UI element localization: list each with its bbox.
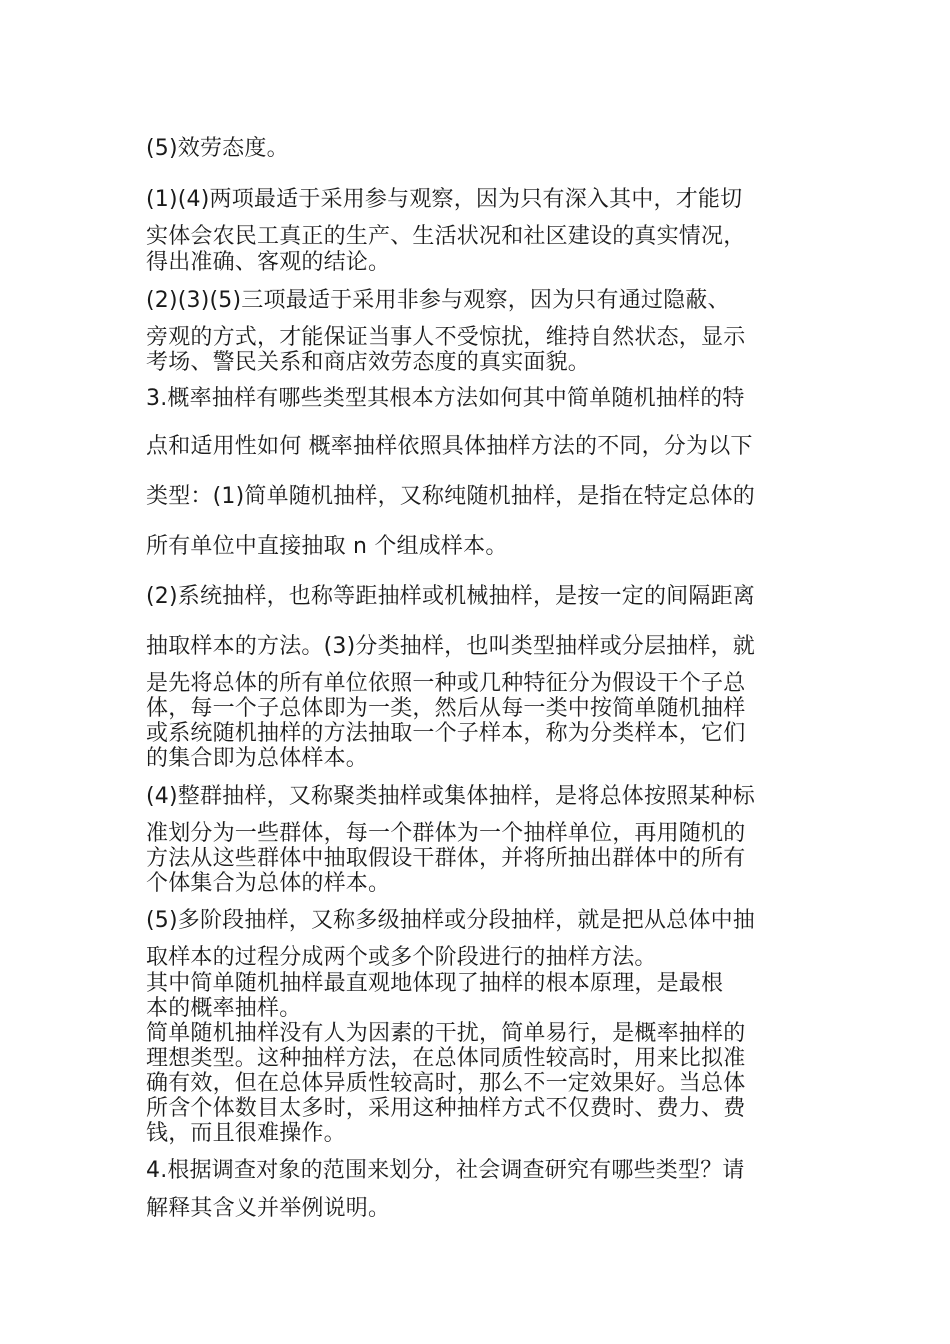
text-line: 的集合即为总体样本。 [146, 746, 369, 771]
text-line: 旁观的方式，才能保证当事人不受惊扰，维持自然状态，显示 [146, 325, 746, 350]
text-line: (2)系统抽样，也称等距抽样或机械抽样，是按一定的间隔距离 [146, 584, 755, 609]
text-line: (2)(3)(5)三项最适于采用非参与观察，因为只有通过隐蔽、 [146, 288, 730, 313]
text-line: 点和适用性如何 概率抽样依照具体抽样方法的不同，分为以下 [146, 434, 753, 459]
text-line: (5)多阶段抽样，又称多级抽样或分段抽样，就是把从总体中抽 [146, 908, 755, 933]
text-line: 简单随机抽样没有人为因素的干扰，简单易行，是概率抽样的 [146, 1021, 746, 1046]
text-line: 是先将总体的所有单位依照一种或几种特征分为假设干个子总 [146, 671, 746, 696]
text-line: 准划分为一些群体，每一个群体为一个抽样单位，再用随机的 [146, 821, 746, 846]
text-line: 解释其含义并举例说明。 [146, 1196, 391, 1221]
text-line: 确有效，但在总体异质性较高时，那么不一定效果好。当总体 [146, 1071, 746, 1096]
text-line: 理想类型。这种抽样方法，在总体同质性较高时，用来比拟准 [146, 1046, 746, 1071]
text-line: (1)(4)两项最适于采用参与观察，因为只有深入其中，才能切 [146, 187, 743, 212]
text-line: 本的概率抽样。 [146, 996, 302, 1021]
text-line: 所有单位中直接抽取 n 个组成样本。 [146, 534, 508, 559]
text-line: 其中简单随机抽样最直观地体现了抽样的根本原理，是最根 [146, 971, 724, 996]
text-line: 取样本的过程分成两个或多个阶段进行的抽样方法。 [146, 945, 657, 970]
text-line: 钱，而且很难操作。 [146, 1121, 346, 1146]
text-line: 体，每一个子总体即为一类，然后从每一类中按简单随机抽样 [146, 696, 746, 721]
text-line: 得出准确、客观的结论。 [146, 250, 391, 275]
text-line: (4)整群抽样，又称聚类抽样或集体抽样，是将总体按照某种标 [146, 784, 755, 809]
text-line: 类型：(1)简单随机抽样，又称纯随机抽样，是指在特定总体的 [146, 484, 755, 509]
text-line: 实体会农民工真正的生产、生活状况和社区建设的真实情况， [146, 224, 746, 249]
text-line: 3.概率抽样有哪些类型其根本方法如何其中简单随机抽样的特 [146, 386, 745, 411]
text-line: 考场、警民关系和商店效劳态度的真实面貌。 [146, 350, 591, 375]
text-line: 个体集合为总体的样本。 [146, 871, 391, 896]
text-line: 抽取样本的方法。(3)分类抽样，也叫类型抽样或分层抽样，就 [146, 634, 755, 659]
text-line: (5)效劳态度。 [146, 136, 289, 161]
text-line: 或系统随机抽样的方法抽取一个子样本，称为分类样本，它们 [146, 721, 746, 746]
text-line: 所含个体数目太多时，采用这种抽样方式不仅费时、费力、费 [146, 1096, 746, 1121]
text-line: 4.根据调查对象的范围来划分，社会调查研究有哪些类型？请 [146, 1158, 745, 1183]
text-line: 方法从这些群体中抽取假设干群体，并将所抽出群体中的所有 [146, 846, 746, 871]
